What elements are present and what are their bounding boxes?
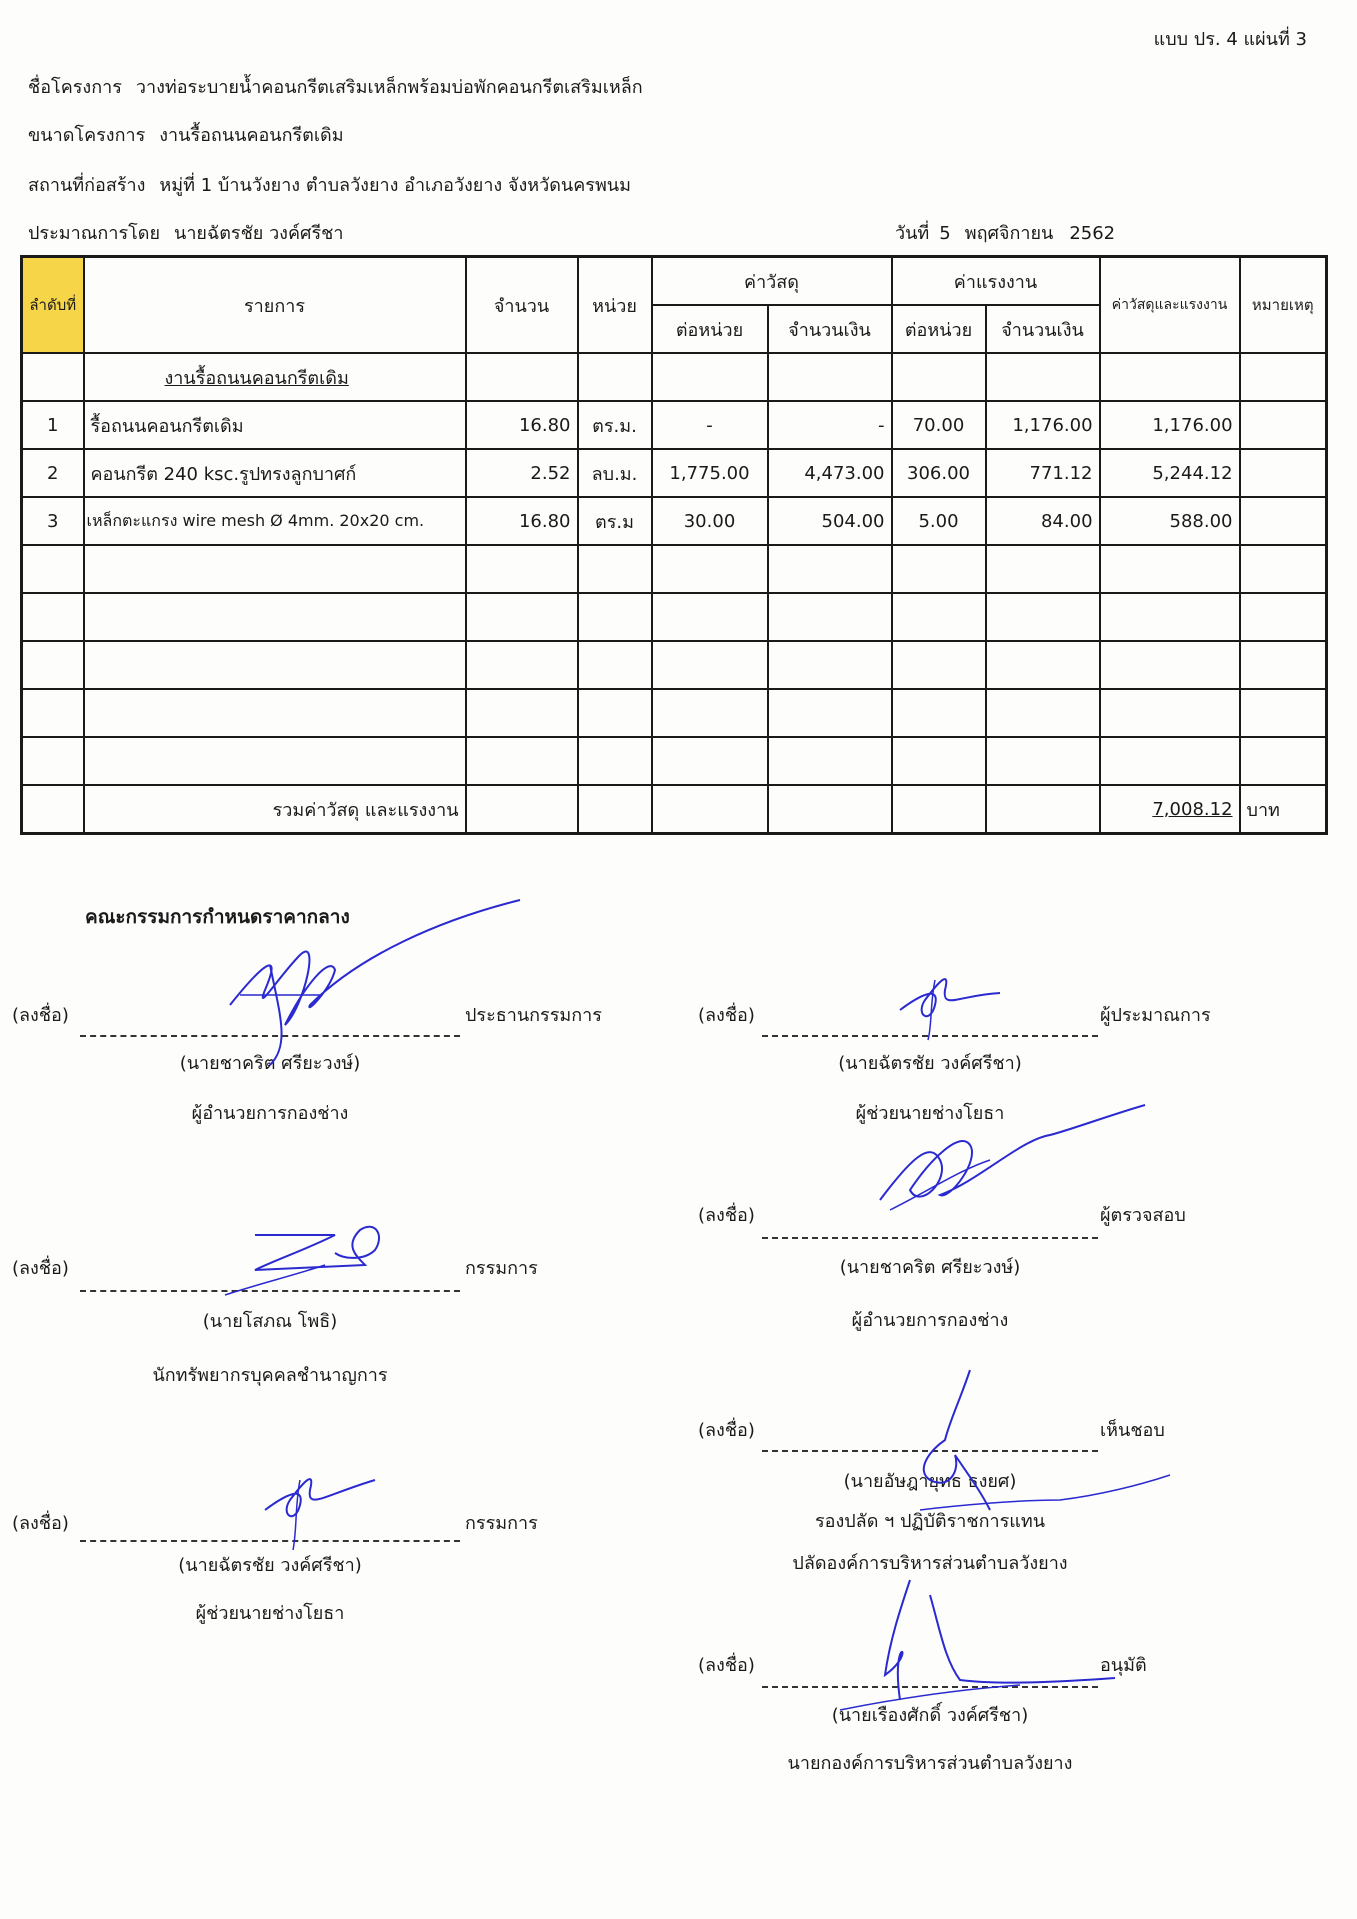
sign-label: (ลงชื่อ) [698,1420,755,1441]
total-label: รวมค่าวัสดุ และแรงงาน [84,785,466,834]
signer-name: (นายอัษฎายุทธ ธงยศ) [843,1471,1017,1492]
header-qty: จำนวน [466,257,578,354]
signature-line [80,1035,460,1037]
empty-row [22,593,1327,641]
section-row [22,353,1327,401]
sign-label: (ลงชื่อ) [698,1005,755,1026]
empty-row [22,737,1327,785]
size-value: งานรื้อถนนคอนกรีตเดิม [159,125,344,146]
signer-position: ผู้ช่วยนายช่างโยธา [195,1603,345,1624]
sign-label: (ลงชื่อ) [698,1655,755,1676]
row-material-unit: 1,775.00 [652,449,768,497]
header-labor: ค่าแรงงาน [892,257,1100,306]
empty-row [22,689,1327,737]
signer-position: ผู้อำนวยการกองช่าง [851,1310,1009,1331]
empty-row [22,545,1327,593]
row-labor-amount: 84.00 [986,497,1100,545]
signer-role: อนุมัติ [1100,1655,1147,1676]
row-unit: ลบ.ม. [578,449,652,497]
signature-line [762,1450,1098,1452]
date-day: 5 [939,223,951,244]
header-no: ลำดับที่ [22,257,84,354]
header-material-per-unit: ต่อหน่วย [652,305,768,353]
site-line [28,170,631,199]
row-no: 1 [22,401,84,449]
header-material-amount: จำนวนเงิน [768,305,892,353]
row-item: คอนกรีต 240 ksc.รูปทรงลูกบาศก์ [84,449,466,497]
signer-position: ผู้อำนวยการกองช่าง [191,1103,349,1124]
estimator-line [28,218,343,247]
estimator-value: นายฉัตรชัย วงค์ศรีชา [174,223,344,244]
table-row [22,449,1327,497]
row-no: 2 [22,449,84,497]
signer-name: (นายชาคริต ศรียะวงษ์) [179,1053,361,1074]
row-labor-unit: 306.00 [892,449,986,497]
signer-role: ผู้ประมาณการ [1100,1005,1211,1026]
row-item: รื้อถนนคอนกรีตเดิม [84,401,466,449]
date-month: พฤศจิกายน [964,223,1054,244]
form-code: แบบ ปร. 4 แผ่นที่ 3 [1153,29,1307,50]
sign-label: (ลงชื่อ) [12,1005,69,1026]
row-unit: ตร.ม. [578,401,652,449]
row-note [1240,449,1327,497]
row-material-amount: - [768,401,892,449]
project-label: ชื่อโครงการ [28,77,122,98]
handwritten-signature [830,1570,1120,1720]
signer-position-2: ปลัดองค์การบริหารส่วนตำบลวังยาง [792,1553,1068,1574]
project-size-line [28,120,344,149]
signer-role: กรรมการ [465,1258,538,1279]
row-qty: 16.80 [466,401,578,449]
sign-label: (ลงชื่อ) [12,1513,69,1534]
row-labor-unit: 5.00 [892,497,986,545]
site-value: หมู่ที่ 1 บ้านวังยาง ตำบลวังยาง อำเภอวังยาง จังหวัดนครพนม [159,175,631,196]
estimator-label: ประมาณการโดย [28,223,161,244]
signer-name: (นายฉัตรชัย วงค์ศรีชา) [838,1053,1022,1074]
handwritten-signature [215,1215,405,1300]
section-title: งานรื้อถนนคอนกรีตเดิม [84,353,466,401]
signer-role: ผู้ตรวจสอบ [1100,1205,1186,1226]
signer-name: (นายโสภณ โพธิ) [202,1311,338,1332]
row-total: 1,176.00 [1100,401,1240,449]
size-label: ขนาดโครงการ [28,125,146,146]
header-item: รายการ [84,257,466,354]
row-labor-amount: 771.12 [986,449,1100,497]
signer-name: (นายฉัตรชัย วงค์ศรีชา) [178,1555,362,1576]
row-material-amount: 4,473.00 [768,449,892,497]
estimate-table [20,255,1328,835]
row-note [1240,497,1327,545]
total-unit: บาท [1240,785,1327,834]
row-no: 3 [22,497,84,545]
signer-role: กรรมการ [465,1513,538,1534]
total-row [22,785,1327,834]
signer-role: เห็นชอบ [1100,1420,1165,1441]
signer-role: ประธานกรรมการ [465,1005,602,1026]
header-labor-amount: จำนวนเงิน [986,305,1100,353]
row-total: 588.00 [1100,497,1240,545]
handwritten-signature [890,965,1010,1045]
date-line [895,218,1115,247]
row-material-amount: 504.00 [768,497,892,545]
signature-line [80,1540,460,1542]
row-labor-unit: 70.00 [892,401,986,449]
row-material-unit: 30.00 [652,497,768,545]
header-material: ค่าวัสดุ [652,257,892,306]
signature-line [80,1290,460,1292]
table-row [22,401,1327,449]
header-unit: หน่วย [578,257,652,354]
signature-line [762,1237,1098,1239]
total-value: 7,008.12 [1100,785,1240,834]
row-labor-amount: 1,176.00 [986,401,1100,449]
signer-position: ผู้ช่วยนายช่างโยธา [855,1103,1005,1124]
signer-name: (นายเรืองศักดิ์ วงค์ศรีชา) [831,1705,1029,1726]
signature-line [762,1035,1098,1037]
row-item: เหล็กตะแกรง wire mesh Ø 4mm. 20x20 cm. [84,497,466,545]
header-note: หมายเหตุ [1240,257,1327,354]
row-total: 5,244.12 [1100,449,1240,497]
signature-line [762,1686,1098,1688]
row-qty: 2.52 [466,449,578,497]
committee-title: คณะกรรมการกำหนดราคากลาง [85,906,350,928]
project-name-line [28,72,643,101]
signer-name: (นายชาคริต ศรียะวงษ์) [839,1257,1021,1278]
site-label: สถานที่ก่อสร้าง [28,175,146,196]
signer-position: นักทรัพยากรบุคคลชำนาญการ [152,1365,388,1386]
date-year: 2562 [1069,223,1116,244]
date-label: วันที่ [895,223,930,244]
row-unit: ตร.ม [578,497,652,545]
header-total: ค่าวัสดุและแรงงาน [1100,257,1240,354]
sign-label: (ลงชื่อ) [698,1205,755,1226]
signer-position: รองปลัด ฯ ปฏิบัติราชการแทน [814,1511,1046,1532]
row-material-unit: - [652,401,768,449]
empty-row [22,641,1327,689]
row-note [1240,401,1327,449]
table-row [22,497,1327,545]
signer-position: นายกองค์การบริหารส่วนตำบลวังยาง [787,1753,1073,1774]
project-value: วางท่อระบายน้ำคอนกรีตเสริมเหล็กพร้อมบ่อพักคอนกรีตเสริมเหล็ก [135,77,643,98]
header-labor-per-unit: ต่อหน่วย [892,305,986,353]
sign-label: (ลงชื่อ) [12,1258,69,1279]
row-qty: 16.80 [466,497,578,545]
